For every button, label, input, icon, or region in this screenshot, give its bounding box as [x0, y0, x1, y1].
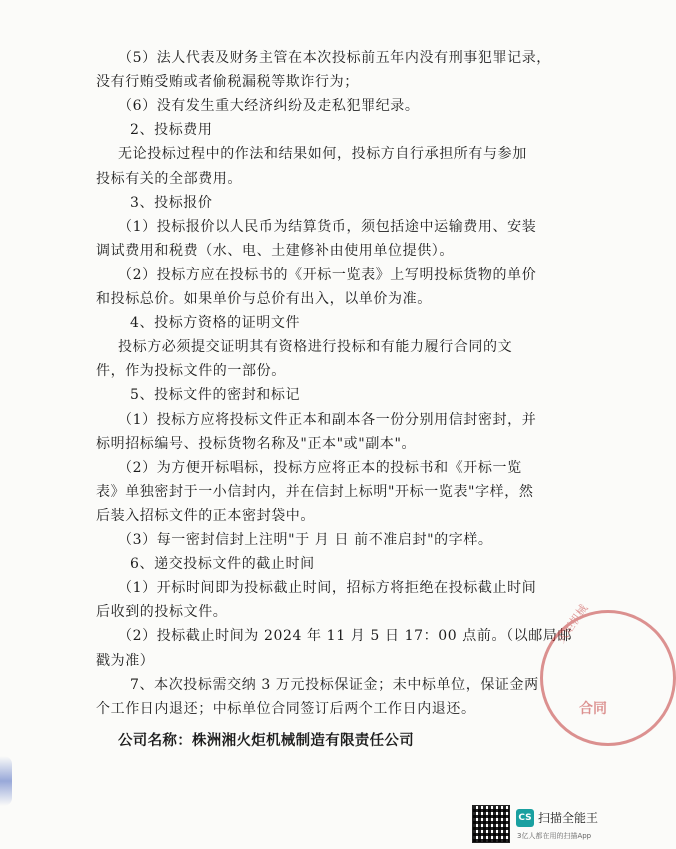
text-line: （5）法人代表及财务主管在本次投标前五年内没有刑事犯罪记录， — [118, 50, 551, 66]
section-heading: 4、投标方资格的证明文件 — [130, 315, 301, 332]
text-line: 调试费用和税费（水、电、土建修补由使用单位提供）。 — [96, 242, 454, 259]
text-line: 件，作为投标文件的一部份。 — [96, 363, 286, 380]
app-name: 扫描全能王 — [538, 811, 599, 825]
text-line: （6）没有发生重大经济纠纷及走私犯罪纪录。 — [118, 98, 420, 115]
text-line: 和投标总价。如果单价与总价有出入，以单价为准。 — [96, 291, 432, 307]
company-name: 公司名称：株洲湘火炬机械制造有限责任公司 — [118, 732, 414, 749]
text-line: 投标方必须提交证明其有资格进行投标和有能力履行合同的文 — [118, 339, 513, 356]
text-line: （3）每一密封信封上注明"于 月 日 前不准启封"的字样。 — [118, 532, 493, 548]
seal-arc-text: 火炬机械 — [554, 602, 591, 646]
app-slogan: 3亿人都在用的扫描App — [517, 832, 592, 840]
text-line: 表》单独密封于一小信封内，并在信封上标明"开标一览表"字样，然 — [96, 483, 534, 500]
text-line: 个工作日内退还；中标单位合同签订后两个工作日内退还。 — [96, 700, 476, 717]
official-seal — [540, 602, 676, 746]
text-line: 无论投标过程中的作法和结果如何，投标方自行承担所有与参加 — [118, 146, 527, 163]
text-line: （2）投标方应在投标书的《开标一览表》上写明投标货物的单价 — [118, 266, 537, 283]
camscanner-logo-icon: CS — [516, 809, 534, 827]
text-line: （2）为方便开标唱标，投标方应将正本的投标书和《开标一览 — [118, 459, 522, 476]
text-line: （1）投标方应将投标文件正本和副本各一份分别用信封密封，并 — [118, 411, 537, 428]
text-line: 戳为准） — [96, 652, 155, 669]
text-line: 没有行贿受贿或者偷税漏税等欺诈行为； — [96, 74, 359, 91]
text-line: 后收到的投标文件。 — [96, 604, 228, 621]
section-heading: 6、递交投标文件的截止时间 — [130, 556, 315, 573]
text-line: （2）投标截止时间为 2024 年 11 月 5 日 17：00 点前。（以邮局邮 — [118, 628, 573, 645]
section-heading: 3、投标报价 — [130, 194, 213, 211]
text-line: 后装入招标文件的正本密封袋中。 — [96, 507, 315, 524]
seal-center-text: 合同 — [579, 701, 607, 717]
text-line: （1）投标报价以人民币为结算货币，须包括途中运输费用、安装 — [118, 218, 537, 235]
section-heading: 5、投标文件的密封和标记 — [130, 387, 301, 404]
text-line: （1）开标时间即为投标截止时间，招标方将拒绝在投标截止时间 — [118, 580, 537, 597]
section-heading: 2、投标费用 — [130, 122, 213, 139]
scanner-watermark — [472, 803, 600, 847]
text-line: 投标有关的全部费用。 — [96, 170, 242, 187]
text-line: 标明招标编号、投标货物名称及"正本"或"副本"。 — [96, 435, 417, 452]
scan-smudge — [0, 756, 12, 806]
text-line: 7、本次投标需交纳 3 万元投标保证金；未中标单位，保证金两 — [130, 676, 539, 693]
qr-code-icon — [472, 805, 510, 843]
